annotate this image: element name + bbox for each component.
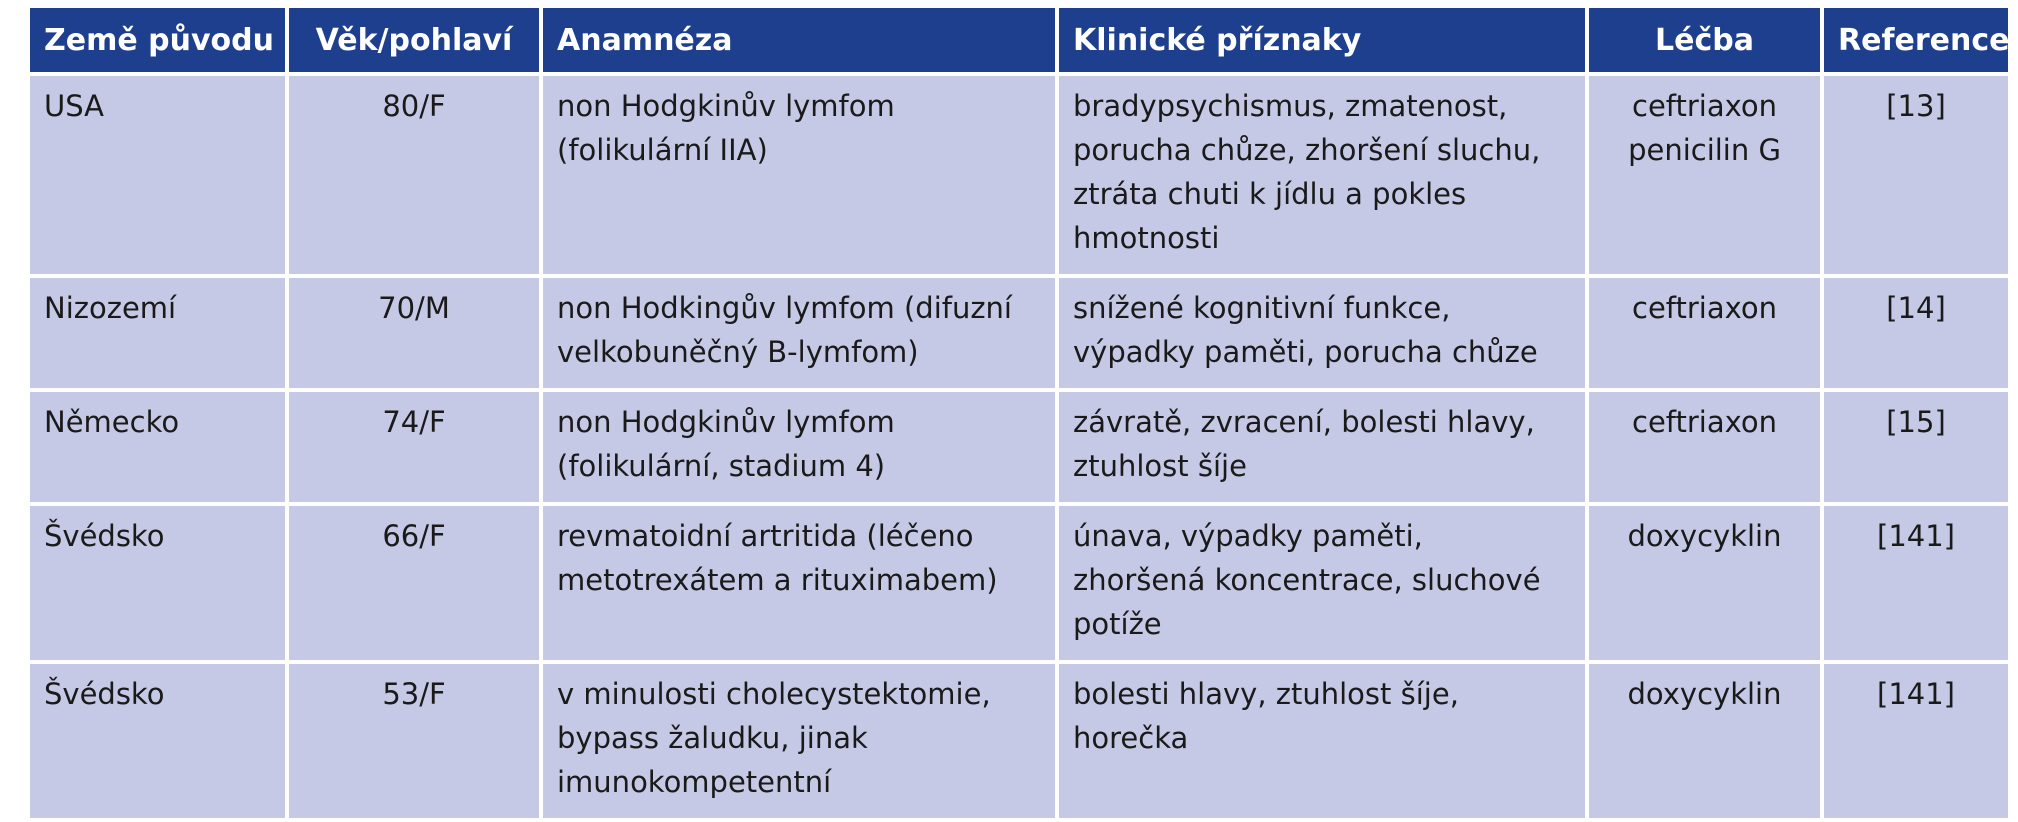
text-line: revmatoidní artritida (léčeno	[557, 519, 974, 553]
text-line: porucha chůze, zhoršení sluchu,	[1073, 133, 1541, 167]
text-line: bradypsychismus, zmatenost,	[1073, 89, 1508, 123]
cell-age-sex: 80/F	[289, 76, 539, 274]
cell-symptoms	[1059, 392, 1585, 502]
cell-country: Švédsko	[30, 664, 285, 818]
text-line: ceftriaxon	[1632, 89, 1777, 123]
text-line: imunokompetentní	[557, 765, 832, 799]
text-line: závratě, zvracení, bolesti hlavy,	[1073, 405, 1535, 439]
cell-symptoms	[1059, 506, 1585, 660]
text-line: bypass žaludku, jinak	[557, 721, 868, 755]
header-age-sex: Věk/pohlaví	[289, 8, 539, 72]
cell-country: Nizozemí	[30, 278, 285, 388]
text-line: horečka	[1073, 721, 1189, 755]
text-line: (folikulární IIA)	[557, 133, 768, 167]
cell-age-sex: 66/F	[289, 506, 539, 660]
cell-treatment	[1589, 506, 1820, 660]
cell-treatment	[1589, 664, 1820, 818]
text-line: non Hodkingův lymfom (difuzní	[557, 291, 1012, 325]
cell-age-sex: 70/M	[289, 278, 539, 388]
case-table-container	[30, 8, 2010, 818]
cell-treatment	[1589, 392, 1820, 502]
cell-country: Německo	[30, 392, 285, 502]
header-country: Země původu	[30, 8, 285, 72]
cell-reference: [13]	[1824, 76, 2008, 274]
table-header-row	[30, 8, 2008, 72]
text-line: ceftriaxon	[1632, 405, 1777, 439]
table-row	[30, 392, 2008, 502]
text-line: doxycyklin	[1627, 677, 1782, 711]
cell-reference: [141]	[1824, 664, 2008, 818]
text-line: non Hodgkinův lymfom	[557, 89, 895, 123]
cell-reference: [14]	[1824, 278, 2008, 388]
cell-age-sex: 74/F	[289, 392, 539, 502]
text-line: ztuhlost šíje	[1073, 449, 1247, 483]
cell-symptoms	[1059, 278, 1585, 388]
cell-treatment	[1589, 76, 1820, 274]
cell-anamnesis	[543, 76, 1055, 274]
cell-symptoms	[1059, 664, 1585, 818]
text-line: únava, výpadky paměti,	[1073, 519, 1423, 553]
header-treatment: Léčba	[1589, 8, 1820, 72]
text-line: výpadky paměti, porucha chůze	[1073, 335, 1538, 369]
text-line: metotrexátem a rituximabem)	[557, 563, 998, 597]
text-line: v minulosti cholecystektomie,	[557, 677, 991, 711]
text-line: hmotnosti	[1073, 221, 1220, 255]
cell-age-sex: 53/F	[289, 664, 539, 818]
text-line: penicilin G	[1628, 133, 1781, 167]
text-line: bolesti hlavy, ztuhlost šíje,	[1073, 677, 1459, 711]
cell-symptoms	[1059, 76, 1585, 274]
cell-anamnesis	[543, 392, 1055, 502]
header-reference: Reference	[1824, 8, 2008, 72]
case-table	[26, 4, 2012, 822]
cell-reference: [141]	[1824, 506, 2008, 660]
text-line: zhoršená koncentrace, sluchové	[1073, 563, 1541, 597]
table-row	[30, 664, 2008, 818]
text-line: (folikulární, stadium 4)	[557, 449, 886, 483]
cell-anamnesis	[543, 664, 1055, 818]
table-row	[30, 278, 2008, 388]
cell-country: Švédsko	[30, 506, 285, 660]
cell-reference: [15]	[1824, 392, 2008, 502]
text-line: potíže	[1073, 607, 1162, 641]
text-line: non Hodgkinův lymfom	[557, 405, 895, 439]
header-symptoms: Klinické příznaky	[1059, 8, 1585, 72]
cell-anamnesis	[543, 506, 1055, 660]
table-row	[30, 76, 2008, 274]
table-row	[30, 506, 2008, 660]
cell-country: USA	[30, 76, 285, 274]
text-line: ztráta chuti k jídlu a pokles	[1073, 177, 1467, 211]
cell-anamnesis	[543, 278, 1055, 388]
text-line: ceftriaxon	[1632, 291, 1777, 325]
text-line: doxycyklin	[1627, 519, 1782, 553]
cell-treatment	[1589, 278, 1820, 388]
text-line: velkobuněčný B-lymfom)	[557, 335, 919, 369]
text-line: snížené kognitivní funkce,	[1073, 291, 1451, 325]
header-anamnesis: Anamnéza	[543, 8, 1055, 72]
